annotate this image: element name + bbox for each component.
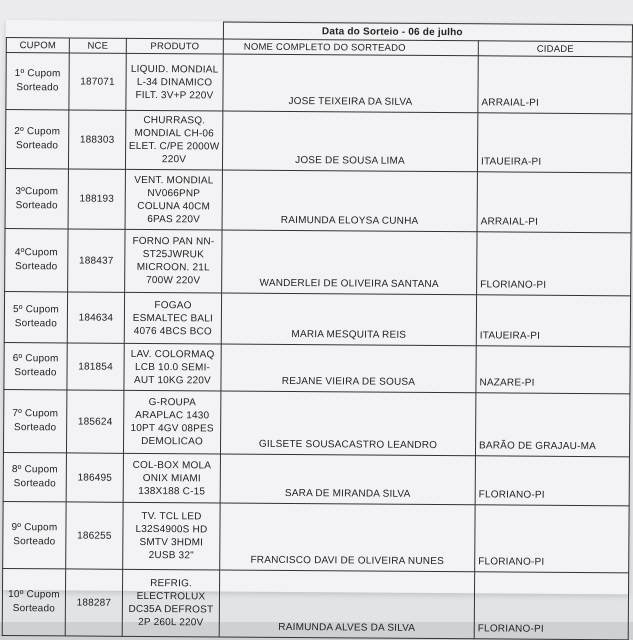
header-cidade: CIDADE (478, 41, 632, 57)
cupom-cell (3, 452, 66, 501)
header-nome: NOME COMPLETO DO SORTEADO (223, 39, 478, 56)
nome-cell: MARIA MESQUITA REIS (221, 293, 476, 346)
cupom-status: Sorteado (14, 318, 58, 330)
cupom-cell (3, 389, 66, 452)
nome-cell: JOSE TEIXEIRA DA SILVA (223, 54, 478, 113)
table-row (4, 342, 630, 393)
cupom-status: Sorteado (15, 140, 59, 152)
cupom-number: 10º Cupom (8, 589, 60, 601)
cupom-status: Sorteado (14, 367, 57, 379)
nome-cell: FRANCISCO DAVI DE OLIVEIRA NUNES (220, 503, 475, 572)
table-row (3, 501, 629, 572)
cupom-status: Sorteado (16, 82, 59, 94)
cidade-cell: ITAUEIRA-PI (476, 295, 630, 347)
produto-cell: REFRIG. ELECTROLUX DC35A DEFROST 2P 260L 220V (122, 569, 219, 637)
table-row (6, 53, 632, 114)
cidade-cell: ARRAIAL-PI (478, 56, 632, 114)
cidade-cell: FLORIANO-PI (475, 505, 629, 573)
cupom-status: Sorteado (15, 199, 58, 211)
cupom-status: Sorteado (15, 261, 58, 273)
produto-cell: FOGAO ESMALTEC BALI 4076 4BCS BCO (124, 292, 221, 344)
cupom-cell (5, 110, 68, 169)
draw-date-title: Data do Sorteio - 06 de julho (223, 22, 632, 42)
nce-cell: 187071 (69, 53, 126, 110)
produto-cell: G-ROUPA ARAPLAC 1430 10PT 4GV 08PES DEMOLICAO (123, 390, 220, 454)
raffle-results-table (2, 20, 633, 640)
produto-cell: LAV. COLORMAQ LCB 10.0 SEMI-AUT 10KG 220V (124, 343, 221, 391)
produto-cell: VENT. MONDIAL NV066PNP COLUNA 40CM 6PAS 220V (125, 169, 222, 230)
cupom-number: 9º Cupom (11, 522, 58, 534)
cupom-number: 2º Cupom (14, 126, 61, 138)
nome-cell: WANDERLEI DE OLIVEIRA SANTANA (222, 230, 477, 295)
cidade-cell: ARRAIAL-PI (477, 172, 631, 233)
cupom-cell (6, 53, 69, 110)
nce-cell: 186255 (66, 502, 123, 569)
cidade-cell: FLORIANO-PI (475, 456, 629, 506)
produto-cell: TV. TCL LED L32S4900S HD SMTV 3HDMI 2USB 32" (123, 502, 220, 570)
table-row (4, 291, 630, 346)
produto-cell: LIQUID. MONDIAL L-34 DINAMICO FILT. 3V+P 220V (126, 53, 223, 111)
cupom-cell (4, 342, 67, 389)
printed-sheet (2, 20, 633, 635)
produto-cell: COL-BOX MOLA ONIX MIAMI 138X188 C-15 (123, 453, 220, 503)
produto-cell: CHURRASQ. MONDIAL CH-06 ELET. C/PE 2000W 220V (125, 110, 222, 170)
cupom-status: Sorteado (12, 603, 56, 615)
nce-cell: 181854 (67, 343, 124, 390)
cupom-cell (4, 291, 67, 342)
table-row (5, 228, 631, 295)
nome-cell: JOSE DE SOUSA LIMA (222, 111, 477, 172)
produto-cell: FORNO PAN NN-ST25JWRUK MICROON. 21L 700W 220V (125, 229, 222, 293)
table-row (2, 568, 628, 639)
cupom-number: 5º Cupom (13, 304, 59, 316)
cupom-number: 8º Cupom (11, 464, 58, 476)
nome-cell: GILSETE SOUSACASTRO LEANDRO (220, 391, 475, 456)
cupom-number: 3ºCupom (15, 185, 59, 197)
nce-cell: 185624 (66, 390, 123, 453)
nce-cell: 188287 (65, 569, 122, 636)
cupom-status: Sorteado (14, 422, 57, 434)
header-nce: NCE (69, 38, 126, 53)
cupom-number: 4ºCupom (14, 247, 58, 259)
nce-cell: 188193 (68, 169, 125, 229)
table-row (3, 452, 629, 505)
cupom-cell (2, 568, 65, 635)
header-cupom: CUPOM (6, 38, 69, 53)
nome-cell: RAIMUNDA ALVES DA SILVA (219, 570, 474, 639)
nce-cell: 186495 (66, 453, 123, 502)
cupom-status: Sorteado (13, 536, 56, 548)
cupom-cell (3, 501, 66, 568)
nome-cell: REJANE VIEIRA DE SOUSA (221, 344, 476, 393)
table-row (3, 389, 629, 456)
nome-cell: SARA DE MIRANDA SILVA (220, 454, 475, 505)
nome-cell: RAIMUNDA ELOYSA CUNHA (222, 170, 477, 232)
cupom-number: 6º Cupom (12, 353, 59, 365)
cupom-cell (5, 228, 68, 291)
table-row (5, 110, 631, 173)
cidade-cell: FLORIANO-PI (477, 232, 631, 296)
cupom-number: 7º Cupom (12, 408, 59, 420)
header-produto: PRODUTO (126, 38, 223, 54)
cupom-number: 1º Cupom (14, 68, 61, 80)
nce-cell: 188303 (68, 110, 125, 169)
cidade-cell: NAZARE-PI (476, 346, 630, 394)
cupom-status: Sorteado (13, 478, 56, 490)
cidade-cell: FLORIANO-PI (474, 572, 628, 640)
table-row (5, 168, 631, 232)
cupom-cell (5, 168, 68, 228)
nce-cell: 188437 (68, 229, 125, 292)
cidade-cell: ITAUEIRA-PI (477, 113, 631, 173)
nce-cell: 184634 (67, 292, 124, 343)
title-blank-cell (6, 21, 223, 40)
cidade-cell: BARÃO DE GRAJAU-MA (475, 393, 629, 457)
